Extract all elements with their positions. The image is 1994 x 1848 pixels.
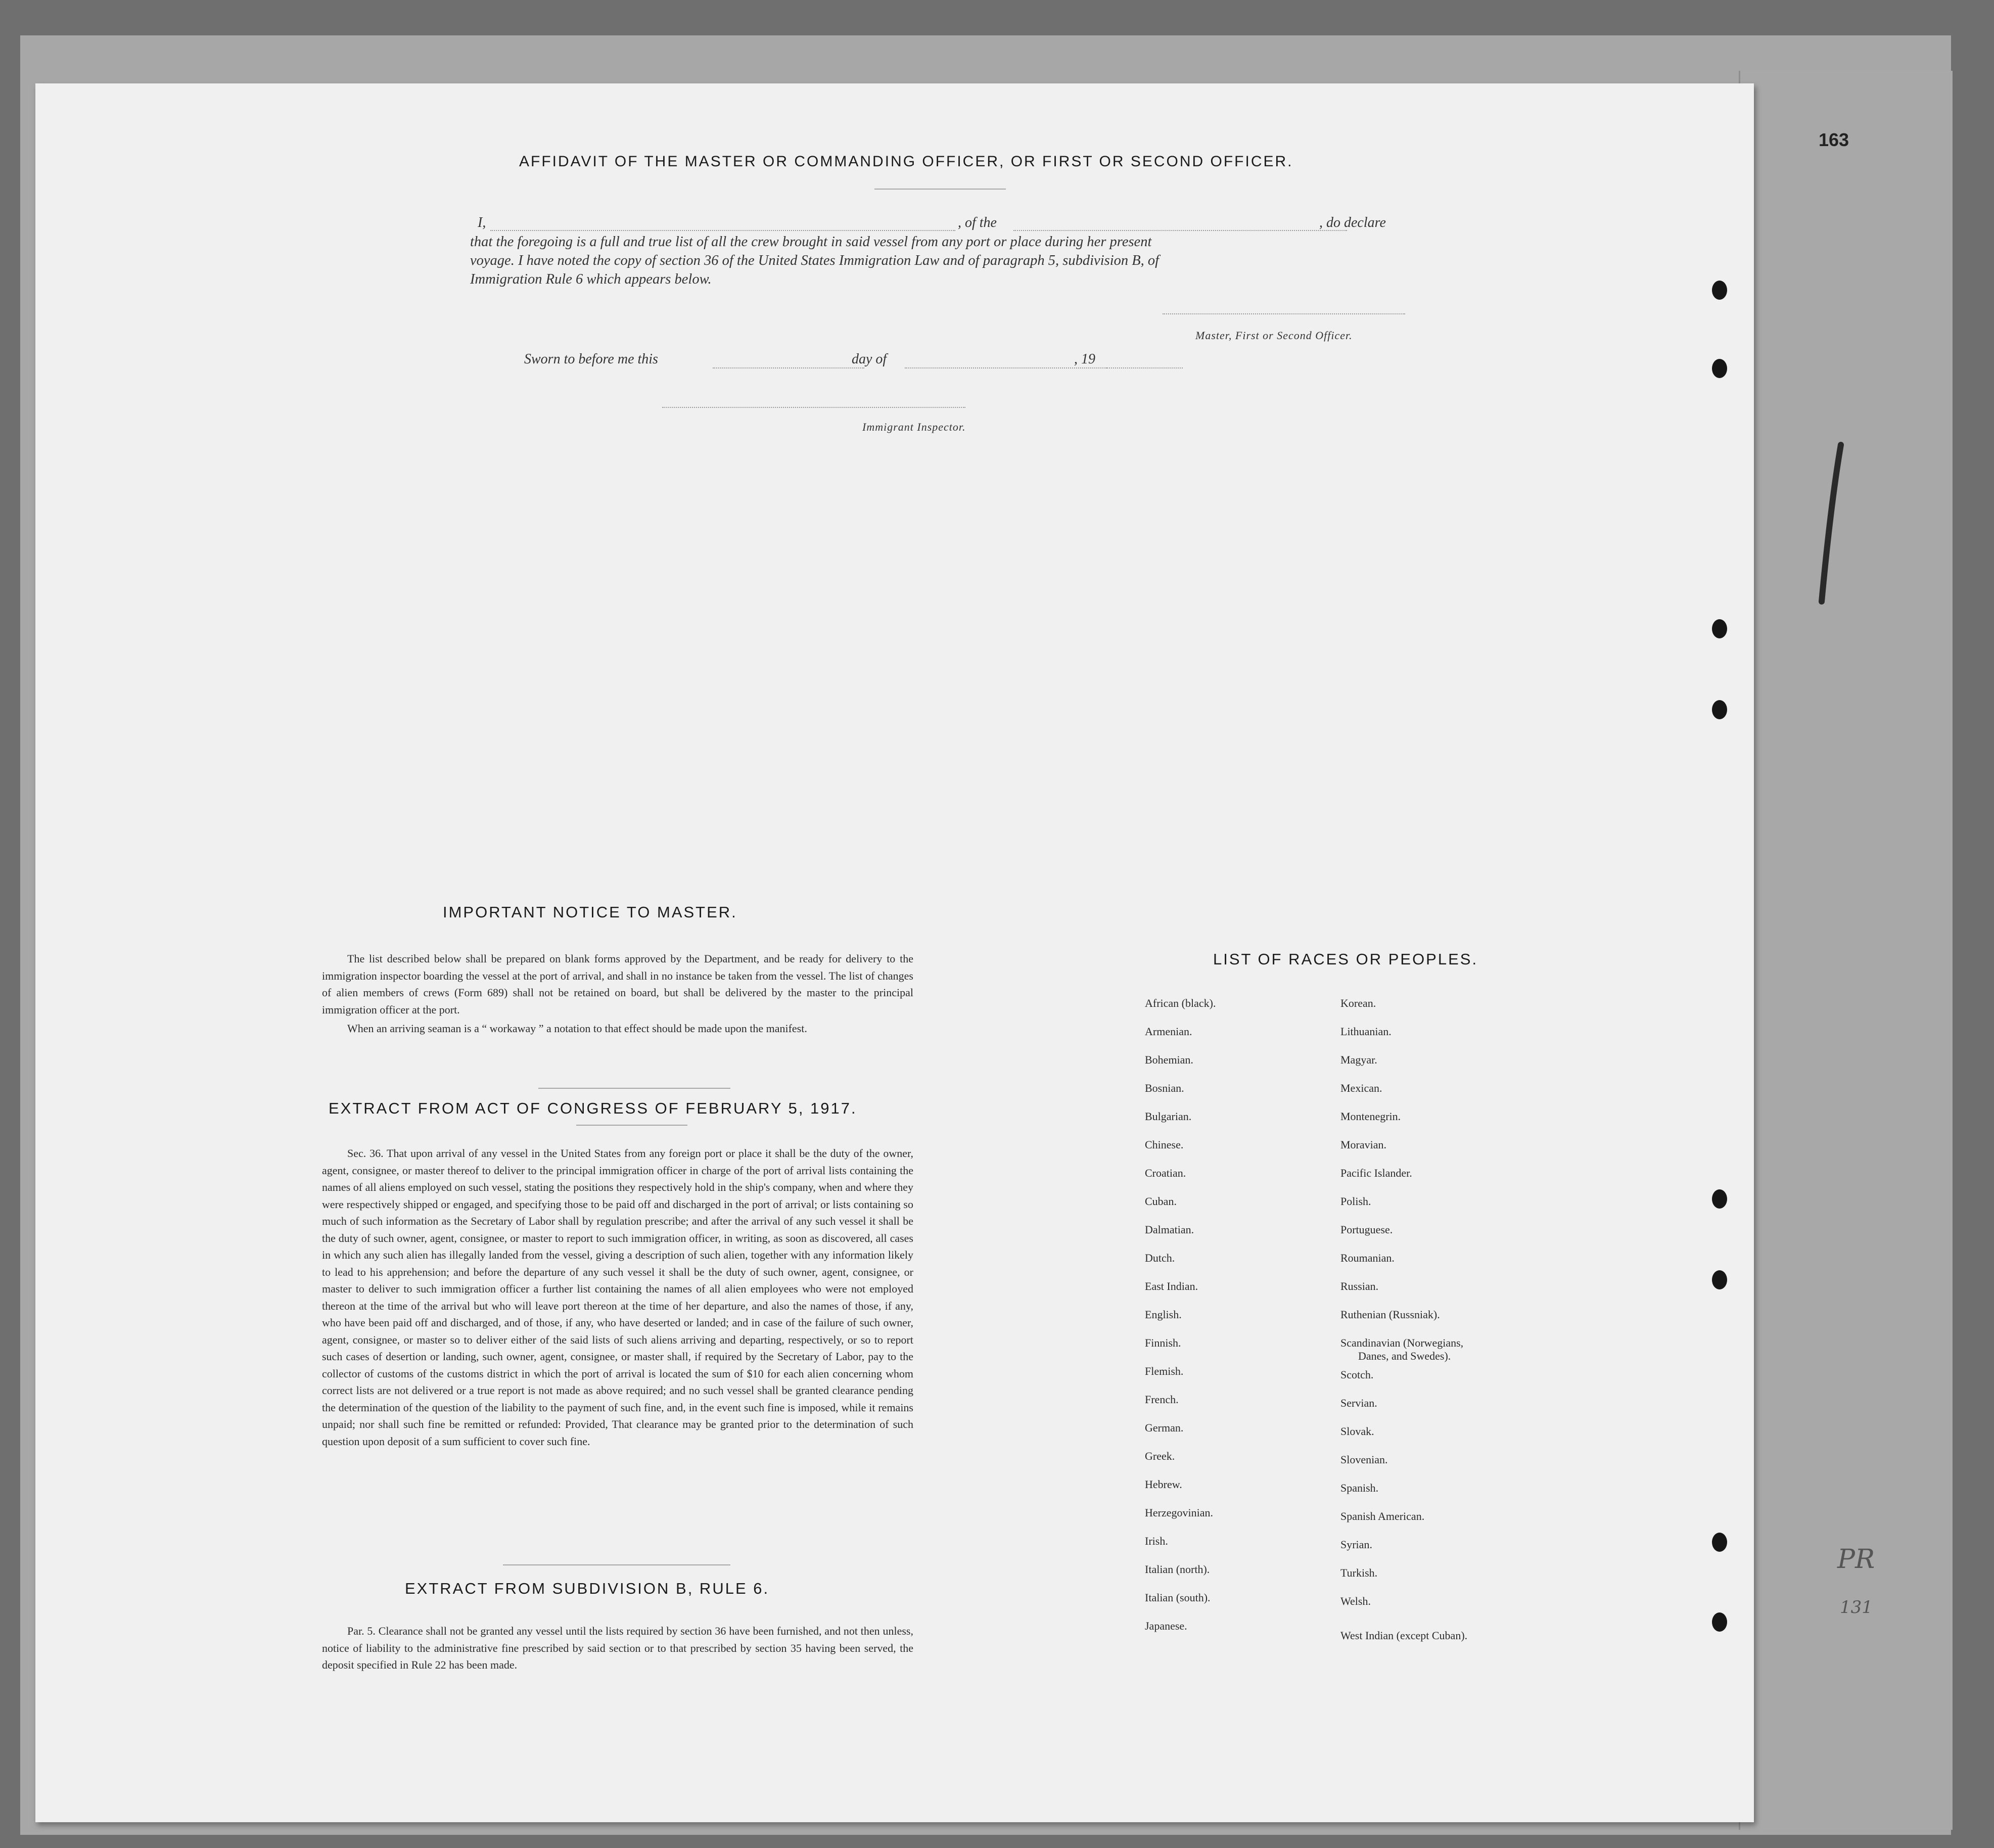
race-item: Italian (south). — [1145, 1591, 1211, 1604]
extract-rule-top-rule — [503, 1564, 730, 1565]
race-item: Korean. — [1340, 997, 1376, 1009]
race-item: Polish. — [1340, 1195, 1371, 1208]
race-item: Croatian. — [1145, 1167, 1186, 1179]
race-item: German. — [1145, 1421, 1184, 1434]
race-item: French. — [1145, 1393, 1179, 1406]
affidavit-of-the-label: , of the — [958, 215, 997, 230]
notice-section-rule — [538, 1088, 730, 1089]
punch-hole — [1712, 1533, 1727, 1552]
race-item: Turkish. — [1340, 1566, 1378, 1579]
affidavit-name-line — [490, 230, 955, 231]
affidavit-line-4: Immigration Rule 6 which appears below. — [470, 271, 712, 287]
race-item: Slovenian. — [1340, 1453, 1388, 1466]
race-item: Scotch. — [1340, 1368, 1374, 1381]
race-item: Montenegrin. — [1340, 1110, 1401, 1123]
notice-paragraph-1: The list described below shall be prepared on blank forms approved by the Department, and be ready for delivery to the immigration inspector boarding the vessel at the port of arrival, and shall in no instance be taken from the vessel. The list of changes of alien members of crews (Form 689) shall not be retained on board, but shall be delivered by the master to the principal immigration officer at the port. — [322, 952, 913, 1016]
race-item: English. — [1145, 1308, 1182, 1321]
margin-number: 131 — [1840, 1597, 1873, 1618]
sworn-year-line — [1107, 367, 1183, 368]
race-item: Lithuanian. — [1340, 1025, 1392, 1038]
race-item: Spanish American. — [1340, 1510, 1425, 1522]
pencil-mark — [1810, 440, 1850, 612]
race-item: Russian. — [1340, 1280, 1379, 1292]
master-signature-line — [1163, 313, 1405, 314]
master-signature-label: Master, First or Second Officer. — [1195, 329, 1353, 342]
race-item: Irish. — [1145, 1535, 1168, 1547]
page-number: 163 — [1819, 129, 1849, 150]
extract-act-title-rule — [576, 1125, 687, 1126]
race-item: West Indian (except Cuban). — [1340, 1629, 1468, 1642]
punch-hole — [1712, 1270, 1727, 1289]
punch-hole — [1712, 281, 1727, 300]
race-item: Greek. — [1145, 1450, 1175, 1462]
manifest-page — [35, 83, 1754, 1822]
race-item: Dalmatian. — [1145, 1223, 1194, 1236]
section-36-text: Sec. 36. That upon arrival of any vessel in the United States from any foreign port or place it shall be the duty of the owner, agent, consignee, or master thereof to deliver to the principal immigration officer in charge of the port of arrival lists containing the names of all aliens employed on such vessel, stating the positions they respectively hold in the ship's company, when and where they were respectively shipped or engaged, and specifying those to be paid off and discharged in the port of arrival; or lists containing so much of such information as the Secretary of Labor shall by regulation prescribe; and after the arrival of any such vessel it shall be the duty of such owner, agent, consignee, or master to report to such immigration officer, in writing, as soon as discovered, all cases in which any such alien has illegally landed from the vessel, giving a description of such alien, together with any information likely to lead to his apprehension; and before the departure of any such vessel it shall be the duty of such owner, agent, consignee, or master to deliver to such immigration officer a further list containing the names of all alien employees who were not employed thereon at the time of the arrival but who will leave port thereon at the time of her departure, and also the names of those, if any, who have been paid off and discharged, and of those, if any, who have deserted or landed; and in case of the failure of such owner, agent, consignee, or master so to deliver either of the said lists of such aliens arriving and departing, respectively, or so to report such cases of desertion or landing, such owner, agent, consignee, or master shall, if required by the Secretary of Labor, pay to the collector of customs of the customs district in which the port of arrival is located the sum of $10 for each alien concerning whom correct lists are not delivered or a true report is not made as above required; and no such vessel shall be granted clearance pending the determination of the question of the liability to the payment of such fine, and, in the event such fine is imposed, while it remains unpaid; nor shall such fine be remitted or refunded: Provided, That clearance may be granted prior to the determination of such question upon deposit of a sum sufficient to cover such fine. — [322, 1147, 913, 1448]
notice-title: IMPORTANT NOTICE TO MASTER. — [443, 903, 737, 921]
race-item: African (black). — [1145, 997, 1216, 1009]
inspector-label: Immigrant Inspector. — [862, 421, 966, 433]
notice-paragraph-2: When an arriving seaman is a “ workaway ” a notation to that effect should be made upon the manifest. — [347, 1022, 807, 1035]
affidavit-declare-label: , do declare — [1319, 215, 1386, 230]
punch-hole — [1712, 700, 1727, 719]
extract-rule-title: EXTRACT FROM SUBDIVISION B, RULE 6. — [405, 1580, 770, 1597]
margin-initials: PR — [1837, 1544, 1875, 1575]
race-item: Servian. — [1340, 1397, 1377, 1409]
race-item: Pacific Islander. — [1340, 1167, 1412, 1179]
affidavit-line-3: voyage. I have noted the copy of section 36 of the United States Immigration Law and of paragraph 5, subdivision B, of — [470, 253, 1160, 268]
affidavit-vessel-line — [1013, 230, 1347, 231]
race-item: Japanese. — [1145, 1620, 1187, 1632]
year-label: , 19 — [1074, 351, 1095, 367]
race-item: East Indian. — [1145, 1280, 1198, 1292]
extract-act-body — [322, 1145, 913, 1450]
punch-hole — [1712, 1612, 1727, 1632]
race-item: Bulgarian. — [1145, 1110, 1192, 1123]
race-item-continuation: Danes, and Swedes). — [1358, 1350, 1451, 1362]
races-title: LIST OF RACES OR PEOPLES. — [1213, 950, 1478, 968]
extract-act-title: EXTRACT FROM ACT OF CONGRESS OF FEBRUARY 5, 1917. — [329, 1099, 857, 1117]
race-item: Magyar. — [1340, 1053, 1377, 1066]
inspector-signature-line — [662, 407, 965, 408]
race-item: Bosnian. — [1145, 1082, 1184, 1094]
race-item: Moravian. — [1340, 1138, 1387, 1151]
race-item: Scandinavian (Norwegians, — [1340, 1336, 1464, 1349]
affidavit-title: AFFIDAVIT OF THE MASTER OR COMMANDING OFFICER, OR FIRST OR SECOND OFFICER. — [519, 153, 1293, 170]
punch-hole — [1712, 359, 1727, 378]
race-item: Chinese. — [1145, 1138, 1184, 1151]
race-item: Finnish. — [1145, 1336, 1181, 1349]
notice-body — [322, 950, 913, 1037]
race-item: Spanish. — [1340, 1482, 1379, 1494]
race-item: Bohemian. — [1145, 1053, 1193, 1066]
race-item: Herzegovinian. — [1145, 1506, 1213, 1519]
race-item: Italian (north). — [1145, 1563, 1210, 1576]
race-item: Hebrew. — [1145, 1478, 1182, 1491]
day-of-label: day of — [852, 351, 887, 367]
sworn-day-line — [713, 367, 864, 368]
punch-hole — [1712, 1189, 1727, 1209]
affidavit-line-2: that the foregoing is a full and true list of all the crew brought in said vessel from any port or place during her present — [470, 234, 1152, 250]
race-item: Flemish. — [1145, 1365, 1184, 1377]
race-item: Portuguese. — [1340, 1223, 1393, 1236]
sworn-month-line — [905, 367, 1107, 368]
race-item: Ruthenian (Russniak). — [1340, 1308, 1440, 1321]
extract-rule-body — [322, 1623, 913, 1674]
race-item: Syrian. — [1340, 1538, 1372, 1551]
race-item: Armenian. — [1145, 1025, 1192, 1038]
affidavit-title-rule — [874, 189, 1006, 190]
race-item: Welsh. — [1340, 1595, 1371, 1607]
affidavit-i-label: I, — [478, 215, 486, 230]
race-item: Roumanian. — [1340, 1252, 1395, 1264]
race-item: Mexican. — [1340, 1082, 1382, 1094]
punch-hole — [1712, 619, 1727, 638]
race-item: Dutch. — [1145, 1252, 1175, 1264]
sworn-label: Sworn to before me this — [524, 351, 658, 367]
race-item: Cuban. — [1145, 1195, 1177, 1208]
paragraph-5-text: Par. 5. Clearance shall not be granted any vessel until the lists required by section 36 have been furnished, and not then unless, notice of liability to the administrative fine prescribed by said section or to that prescribed by section 35 having been served, the deposit specified in Rule 22 has been made. — [322, 1625, 913, 1671]
race-item: Slovak. — [1340, 1425, 1374, 1438]
